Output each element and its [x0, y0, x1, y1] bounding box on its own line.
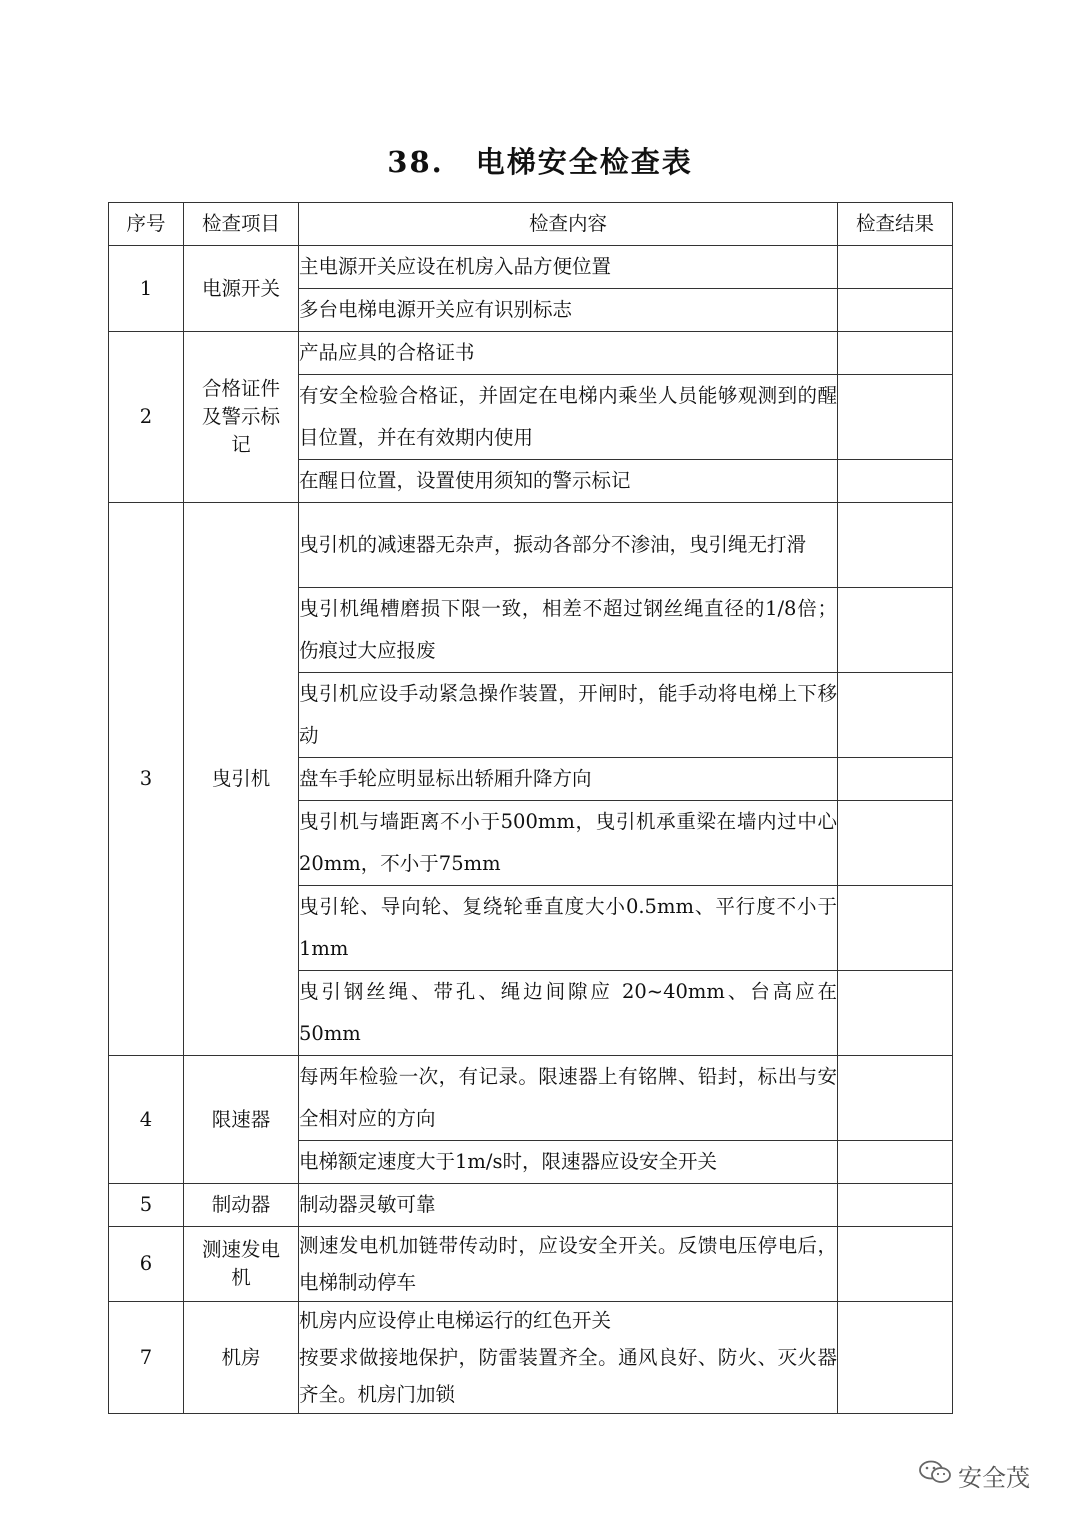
result-cell[interactable] [838, 503, 953, 588]
content-cell: 曳引机与墙距离不小于500mm，曳引机承重梁在墙内过中心20mm，不小于75mm [299, 801, 838, 886]
title-number: 38. [387, 145, 444, 179]
content-cell: 在醒日位置，设置使用须知的警示标记 [299, 460, 838, 503]
header-result: 检查结果 [838, 203, 953, 246]
item-cell: 限速器 [184, 1056, 299, 1184]
item-cell [184, 332, 299, 503]
table-row [109, 1227, 953, 1302]
table-row [109, 1302, 953, 1340]
result-cell[interactable] [838, 801, 953, 886]
content-cell: 电梯额定速度大于1m/s时，限速器应设安全开关 [299, 1141, 838, 1184]
seq-cell: 6 [109, 1227, 184, 1302]
result-cell[interactable] [838, 971, 953, 1056]
item-line: 测速发电 [201, 1238, 280, 1261]
result-cell[interactable] [838, 1056, 953, 1141]
result-cell[interactable] [838, 332, 953, 375]
item-cell [184, 1227, 299, 1302]
table-row [109, 246, 953, 289]
header-item: 检查项目 [184, 203, 299, 246]
content-cell: 曳引钢丝绳、带孔、绳边间隙应 20~40mm、台高应在50mm [299, 971, 838, 1056]
content-cell: 有安全检验合格证，并固定在电梯内乘坐人员能够观测到的醒目位置，并在有效期内使用 [299, 375, 838, 460]
table-row [109, 332, 953, 375]
watermark [918, 1460, 1030, 1490]
page-title [0, 140, 1080, 181]
content-cell: 机房内应设停止电梯运行的红色开关 [299, 1302, 838, 1340]
result-cell[interactable] [838, 588, 953, 673]
content-cell: 主电源开关应设在机房入品方便位置 [299, 246, 838, 289]
result-cell[interactable] [838, 460, 953, 503]
wechat-icon [918, 1459, 952, 1491]
result-cell[interactable] [838, 886, 953, 971]
result-cell[interactable] [838, 375, 953, 460]
content-cell: 盘车手轮应明显标出轿厢升降方向 [299, 758, 838, 801]
item-cell: 制动器 [184, 1184, 299, 1227]
result-cell[interactable] [838, 246, 953, 289]
content-cell: 制动器灵敏可靠 [299, 1184, 838, 1227]
item-line: 机 [231, 1266, 251, 1289]
content-cell: 曳引机的减速器无杂声，振动各部分不渗油，曳引绳无打滑 [299, 503, 838, 588]
content-cell: 产品应具的合格证书 [299, 332, 838, 375]
header-content: 检查内容 [299, 203, 838, 246]
item-line: 合格证件 [201, 377, 280, 400]
item-line: 记 [231, 433, 251, 456]
item-cell: 机房 [184, 1302, 299, 1414]
content-cell: 每两年检验一次，有记录。限速器上有铭牌、铅封，标出与安全相对应的方向 [299, 1056, 838, 1141]
content-cell: 测速发电机加链带传动时，应设安全开关。反馈电压停电后，电梯制动停车 [299, 1227, 838, 1302]
result-cell[interactable] [838, 758, 953, 801]
title-text: 电梯安全检查表 [475, 145, 693, 179]
item-line: 及警示标 [201, 405, 280, 428]
table-row [109, 1184, 953, 1227]
result-cell[interactable] [838, 289, 953, 332]
content-cell: 曳引轮、导向轮、复绕轮垂直度大小0.5mm、平行度不小于1mm [299, 886, 838, 971]
check-table [108, 202, 953, 1414]
seq-cell: 3 [109, 503, 184, 1056]
seq-cell: 7 [109, 1302, 184, 1414]
result-cell[interactable] [838, 673, 953, 758]
result-cell[interactable] [838, 1302, 953, 1414]
content-cell: 按要求做接地保护，防雷装置齐全。通风良好、防火、灭火器齐全。机房门加锁 [299, 1339, 838, 1414]
result-cell[interactable] [838, 1184, 953, 1227]
table-row [109, 1056, 953, 1141]
seq-cell: 1 [109, 246, 184, 332]
content-cell: 曳引机绳槽磨损下限一致，相差不超过钢丝绳直径的1/8倍；伤痕过大应报废 [299, 588, 838, 673]
seq-cell: 5 [109, 1184, 184, 1227]
item-cell: 曳引机 [184, 503, 299, 1056]
header-row [109, 203, 953, 246]
seq-cell: 4 [109, 1056, 184, 1184]
header-seq: 序号 [109, 203, 184, 246]
table-row [109, 503, 953, 588]
content-cell: 多台电梯电源开关应有识别标志 [299, 289, 838, 332]
result-cell[interactable] [838, 1141, 953, 1184]
item-cell: 电源开关 [184, 246, 299, 332]
result-cell[interactable] [838, 1227, 953, 1302]
content-cell: 曳引机应设手动紧急操作装置，开闸时，能手动将电梯上下移动 [299, 673, 838, 758]
seq-cell: 2 [109, 332, 184, 503]
watermark-text: 安全茂 [958, 1463, 1030, 1492]
